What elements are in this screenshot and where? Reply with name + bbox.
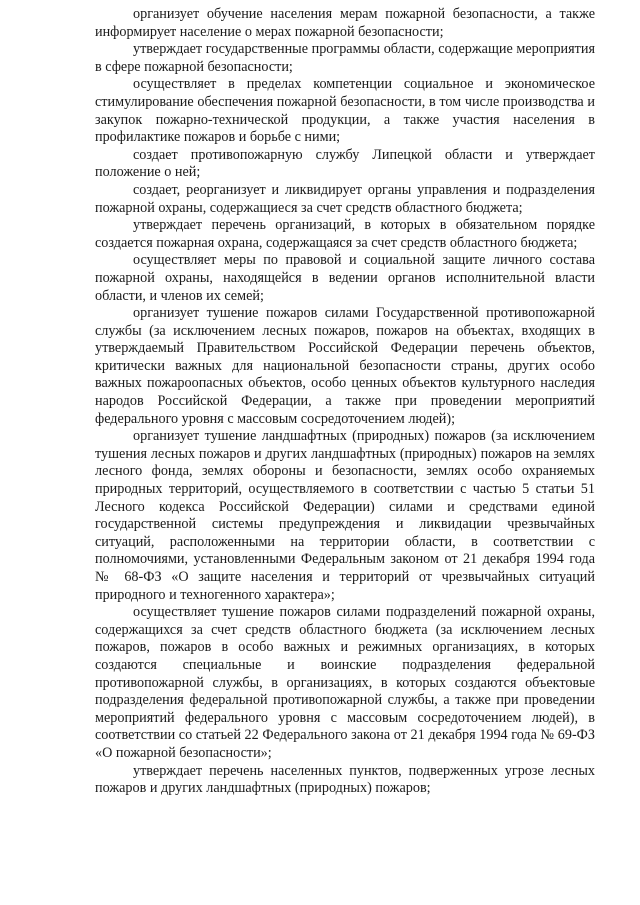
document-body (95, 6, 595, 798)
paragraph-organizations-list: утверждает перечень организаций, в которых в обязательном порядке создается пожарная охрана, содержащаяся за счет средств областного бюджета; (95, 217, 595, 251)
paragraph-public-training: организует обучение населения мерам пожарной безопасности, а также информирует население о мерах пожарной безопасности; (95, 6, 595, 40)
paragraph-fire-units-management: создает, реорганизует и ликвидирует органы управления и подразделения пожарной охраны, содержащиеся за счет средств областного бюджета; (95, 181, 595, 216)
paragraph-fire-service-creation: создает противопожарную службу Липецкой области и утверждает положение о ней; (95, 146, 595, 181)
paragraph-settlements-list: утверждает перечень населенных пунктов, подверженных угрозе лесных пожаров и других ландшафтных (природных) пожаров; (95, 762, 595, 797)
paragraph-firefighting-organization: организует тушение пожаров силами Государственной противопожарной службы (за исключением лесных пожаров, пожаров на объектах, входящих в утверждаемый Правительством Российской Федерации перечень объектов, критически важных для национальной безопасности страны, других особо важных пожароопасных объектов, особо ценных объектов культурного наследия народов Российской Федерации, а также при проведении мероприятий федерального уровня с массовым сосредоточением людей); (95, 305, 595, 427)
paragraph-landscape-fires: организует тушение ландшафтных (природных) пожаров (за исключением тушения лесных пожаров и других ландшафтных (природных) пожаров на землях лесного фонда, землях обороны и безопасности, землях особо охраняемых природных территорий, осуществляемого в соответствии с частью 5 статьи 51 Лесного кодекса Российской Федерации) силами и средствами единой государственной системы предупреждения и ликвидации чрезвычайных ситуаций, расположенными на территории области, в соответствии с полномочиями, установленными Федеральным законом от 21 декабря 1994 года № 68-ФЗ «О защите населения и территорий от чрезвычайных ситуаций природного и техногенного характера»; (95, 428, 595, 603)
paragraph-social-protection: осуществляет меры по правовой и социальной защите личного состава пожарной охраны, находящейся в ведении органов исполнительной власти области, и членов их семей; (95, 252, 595, 304)
paragraph-economic-stimulation: осуществляет в пределах компетенции социальное и экономическое стимулирование обеспечения пожарной безопасности, в том числе производства и закупок пожарно-технической продукции, а также участия населения в профилактике пожаров и борьбе с ними; (95, 76, 595, 146)
paragraph-state-programs: утверждает государственные программы области, содержащие мероприятия в сфере пожарной безопасности; (95, 41, 595, 75)
paragraph-fire-extinguishing: осуществляет тушение пожаров силами подразделений пожарной охраны, содержащихся за счет средств областного бюджета (за исключением лесных пожаров, пожаров в особо важных и режимных организациях, в которых создаются специальные и воинские подразделения федеральной противопожарной службы, в организациях, в которых создаются объектовые подразделения федеральной противопожарной службы, а также при проведении мероприятий федерального уровня с массовым сосредоточением людей), в соответствии со статьей 22 Федерального закона от 21 декабря 1994 года № 69-ФЗ «О пожарной безопасности»; (95, 604, 595, 761)
